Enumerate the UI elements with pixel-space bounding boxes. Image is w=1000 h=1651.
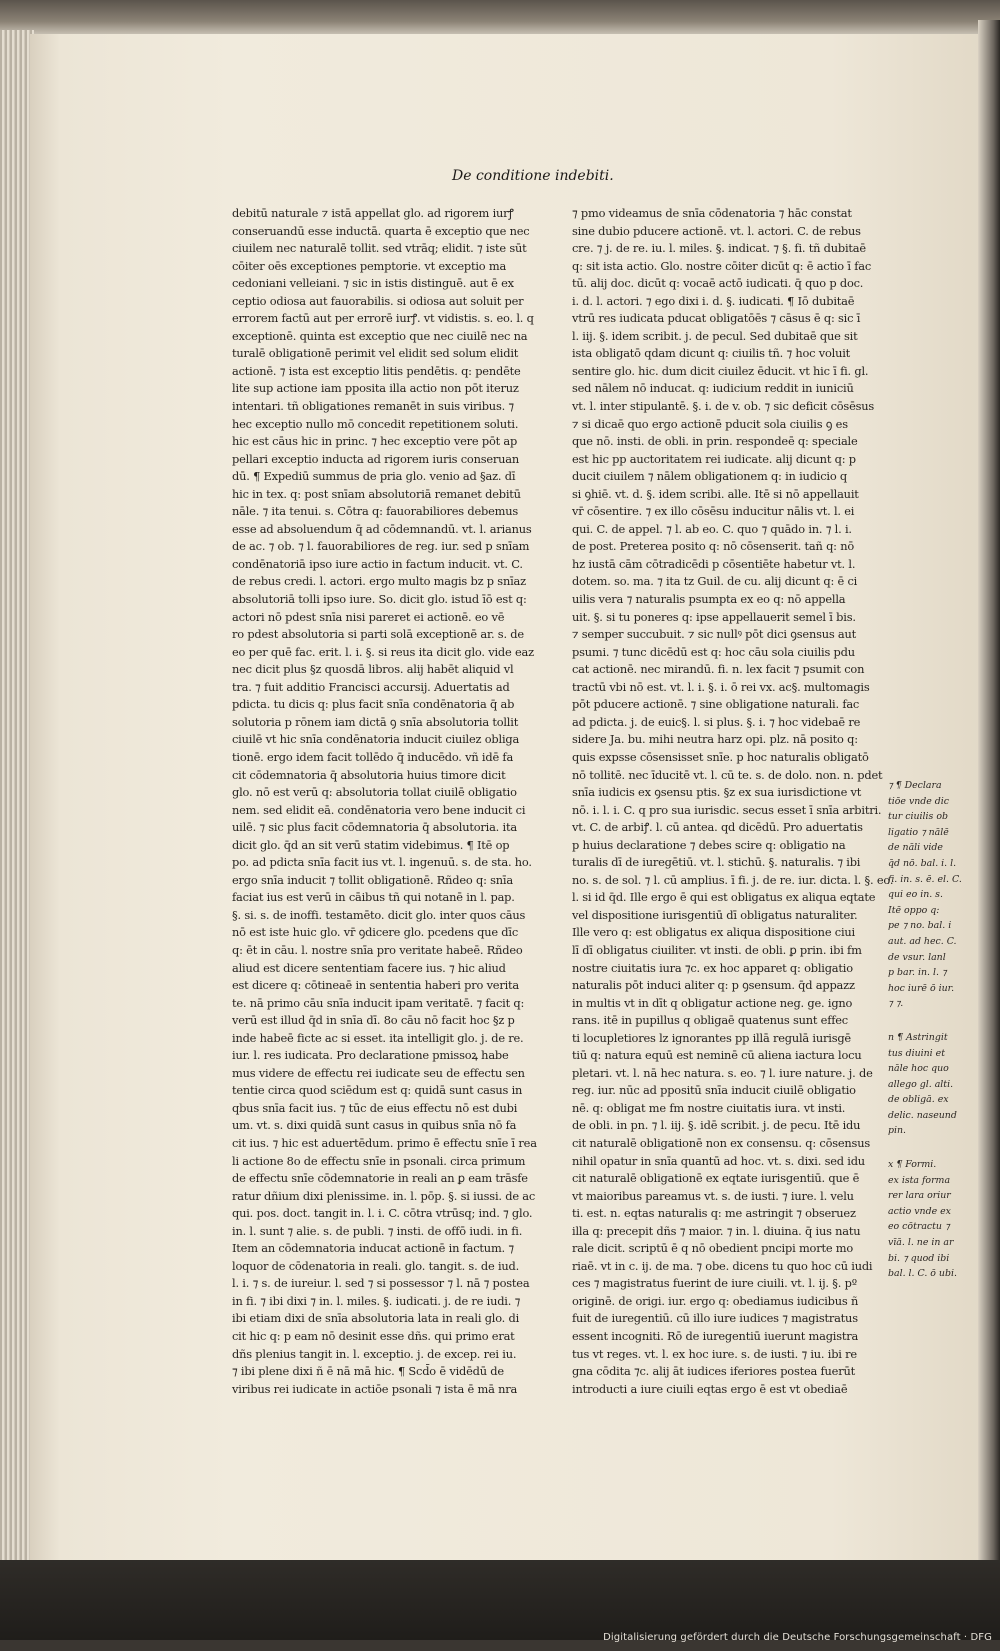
text-line: pdicta. tu dicis q: plus facit snīa condēnatoria q̄ ab <box>232 697 515 712</box>
text-line: psumi. ⁊ tunc dicēdū est q: hoc cāu sola ciuilis pdu <box>572 644 855 659</box>
text-line: uilē. ⁊ sic plus facit cōdemnatoria q̄ absolutoria. ita <box>232 820 517 835</box>
text-line: gna cōdita ⁊c. alij āt iudices iferiores postea fuerūt <box>572 1364 855 1379</box>
note-gap <box>888 1139 950 1157</box>
text-line: viribus rei iudicate in actiōe psonali ⁊ ista ē mā nra <box>232 1381 518 1396</box>
text-line: tiū q: natura equū est neminē cū aliena iactura locu <box>572 1048 862 1063</box>
text-line: naturalis pōt induci aliter q: p ꝯsensum. q̄d appazz <box>572 978 855 993</box>
marginal-note-line: pin. <box>888 1125 907 1137</box>
text-line: ro pdest absolutoria si parti solā exceptionē ar. s. de <box>232 627 524 642</box>
text-line: ⁊ si dicaē quo ergo actionē pducit sola ciuilis ꝯ es <box>572 416 848 431</box>
text-line: q: sit ista actio. Glo. nostre cōiter dicūt q: ē actio ī fac <box>572 258 872 273</box>
text-line: cedoniani velleiani. ⁊ sic in istis distinguē. aut ē ex <box>232 276 514 291</box>
text-line: l. iij. §. idem scribit. j. de pecul. Sed dubitaē que sit <box>572 328 858 343</box>
scan-background-bottom <box>0 1560 1000 1640</box>
text-line: tentie circa quod sciēdum est q: quidā sunt casus in <box>232 1083 523 1098</box>
text-line: ducit ciuilem ⁊ nālem obligationem q: in iudicio q <box>572 469 848 484</box>
marginal-note-line: de obligā. ex <box>888 1094 949 1106</box>
text-line: que nō. insti. de obli. in prin. respondeē q: speciale <box>572 434 858 449</box>
text-line: dicit glo. q̄d an sit verū statim videbimus. ¶ Itē op <box>232 837 510 852</box>
text-line: iur. l. res iudicata. Pro declaratione pmissoꝝ habe <box>232 1048 509 1063</box>
text-line: conseruandū esse inductā. quarta ē exceptio que nec <box>232 223 530 238</box>
text-line: uit. §. si tu poneres q: ipse appellauerit semel ī bis. <box>572 609 856 624</box>
text-line: pellari exceptio inducta ad rigorem iuris conseruan <box>232 451 520 466</box>
text-line: absolutoriā tolli ipso iure. So. dicit glo. istud īō est q: <box>232 592 527 607</box>
marginal-note-line: ligatio ⁊ nālē <box>888 826 949 838</box>
text-line: reg. iur. nūc ad ppositū snīa inducit ciuilē obligatio <box>572 1083 856 1098</box>
text-line: loquor de cōdenatoria in reali. glo. tangit. s. de iud. <box>232 1258 520 1273</box>
text-line: in fi. ⁊ ibi dixi ⁊ in. l. miles. §. iudicati. j. de re iudi. ⁊ <box>232 1293 521 1308</box>
text-line: hic in tex. q: post snīam absolutoriā remanet debitū <box>232 486 521 501</box>
text-line: cit naturalē obligationē non ex consensu. q: cōsensus <box>572 1135 870 1150</box>
text-line: cit naturalē obligationē ex eqtate iurisgentiū. que ē <box>572 1171 860 1186</box>
marginal-note-line: tiōe vnde dic <box>888 795 950 807</box>
text-line: in. l. sunt ⁊ alie. s. de publi. ⁊ insti. de offō iudi. in fi. <box>232 1223 523 1238</box>
marginal-note-line: qui eo in. s. <box>888 889 943 901</box>
text-line: Item an cōdemnatoria inducat actionē in factum. ⁊ <box>232 1241 514 1256</box>
text-line: ⁊ ibi plene dixi ñ ē nā mā hic. ¶ Scd̄o ē vidēdū de <box>232 1364 504 1379</box>
text-line: vt maioribus pareamus vt. s. de iusti. ⁊ iure. l. velu <box>572 1188 854 1203</box>
text-column-left <box>232 205 537 1398</box>
text-line: condēnatoriā ipso iure actio in factum inducit. vt. C. <box>232 556 523 571</box>
text-line: vr̄ cōsentire. ⁊ ex illo cōsēsu inducitur nālis vt. l. ei <box>572 504 855 519</box>
text-line: §. si. s. de inoffi. testamēto. dicit glo. inter quos cāus <box>232 907 526 922</box>
text-line: cit ius. ⁊ hic est aduertēdum. primo ē effectu snīe ī rea <box>232 1135 537 1150</box>
text-line: Ille vero q: est obligatus ex aliqua dispositione ciui <box>572 925 855 940</box>
text-line: pōt pducere actionē. ⁊ sine obligatione naturali. fac <box>572 697 860 712</box>
text-line: cōiter oēs exceptiones pemptorie. vt exceptio ma <box>232 258 507 273</box>
text-line: vt. l. inter stipulantē. §. i. de v. ob. ⁊ sic deficit cōsēsus <box>572 399 875 414</box>
text-line: um. vt. s. dixi quidā sunt casus in quibus snīa nō fa <box>232 1118 517 1133</box>
marginal-note-line: de vsur. lanl <box>888 951 946 963</box>
text-line: tus vt reges. vt. l. ex hoc iure. s. de iusti. ⁊ iu. ibi re <box>572 1346 857 1361</box>
text-line: lite sup actione iam pposita illa actio non pōt iteruz <box>232 381 519 396</box>
text-column-right <box>572 205 894 1398</box>
running-head: De conditione indebiti. <box>452 168 614 184</box>
text-line: nō. i. l. i. C. q pro sua iurisdic. secus esset ī snīa arbitri. <box>572 802 882 817</box>
text-line: mus videre de effectu rei iudicate seu de effectu sen <box>232 1065 525 1080</box>
text-line: dotem. so. ma. ⁊ ita tz Guil. de cu. alij dicunt q: ē ci <box>572 574 858 589</box>
text-line: te. nā primo cāu snīa inducit ipam veritatē. ⁊ facit q: <box>232 995 525 1010</box>
text-line: q: ēt in cāu. l. nostre snīa pro veritate habeē. Rñdeo <box>232 942 523 957</box>
text-line: turalis dī de iuregētiū. vt. l. stichū. §. naturalis. ⁊ ibi <box>572 855 861 870</box>
marginal-note-line: bi. ⁊ quod ibi <box>888 1252 950 1264</box>
text-line: sidere Ja. bu. mihi neutra harz opi. plz. nā posito q: <box>572 732 858 747</box>
text-line: nec dicit plus §z quosdā libros. alij habēt aliquid vl <box>232 662 514 677</box>
text-line: qui. C. de appel. ⁊ l. ab eo. C. quo ⁊ quādo in. ⁊ l. i. <box>572 521 852 536</box>
text-line: ista obligatō qdam dicunt q: ciuilis tñ. ⁊ hoc voluit <box>572 346 851 361</box>
text-line: cit cōdemnatoria q̄ absolutoria huius timore dicit <box>232 767 506 782</box>
marginal-note-line: actio vnde ex <box>888 1205 951 1217</box>
text-line: aliud est dicere sententiam facere ius. ⁊ hic aliud <box>232 960 506 975</box>
text-line: originē. de origi. iur. ergo q: obediamus iudicibus ñ <box>572 1293 859 1308</box>
marginal-note-line: n ¶ Astringit <box>888 1031 948 1043</box>
text-line: sentire glo. hic. dum dicit ciuilez ēducit. vt hic ī fi. gl. <box>572 363 869 378</box>
text-line: debitū naturale ⁊ istā appellat glo. ad rigorem iurꝭ <box>232 206 514 220</box>
text-line: de effectu snīe cōdemnatorie in reali an ꝑ eam trāsfe <box>232 1171 528 1186</box>
text-line: de obli. in pn. ⁊ l. iij. §. idē scribit. j. de pecu. Itē idu <box>572 1118 861 1133</box>
text-line: nostre ciuitatis iura ⁊c. ex hoc apparet q: obligatio <box>572 960 853 975</box>
text-line: vel dispositione iurisgentiū dī obligatus naturaliter. <box>572 907 858 922</box>
text-line: rans. itē in pupillus q obligaē quatenus sunt effec <box>572 1013 848 1028</box>
text-line: solutoria p rōnem iam dictā ꝯ snīa absolutoria tollit <box>232 714 519 729</box>
text-line: intentari. tñ obligationes remanēt in suis viribus. ⁊ <box>232 399 514 414</box>
text-line: de rebus credi. l. actori. ergo multo magis bz p snīaz <box>232 574 526 589</box>
text-line: qui. pos. doct. tangit in. l. i. C. cōtra vtrūsq; ind. ⁊ glo. <box>232 1206 533 1221</box>
text-line: cat actionē. nec mirandū. fi. n. lex facit ⁊ psumit con <box>572 662 865 677</box>
text-line: p huius declaratione ⁊ debes scire q: obligatio na <box>572 837 846 852</box>
text-line: ibi etiam dixi de snīa absolutoria lata in reali glo. di <box>232 1311 520 1326</box>
text-line: exceptionē. quinta est exceptio que nec ciuilē nec na <box>232 328 528 343</box>
text-line: qbus snīa facit ius. ⁊ tūc de eius effectu nō est dubi <box>232 1100 518 1115</box>
text-line: in multis vt in dīt q obligatur actione neg. ge. igno <box>572 995 853 1010</box>
text-line: ces ⁊ magistratus fuerint de iure ciuili. vt. l. ij. §. pº <box>572 1276 857 1291</box>
text-line: turalē obligationē perimit vel elidit sed solum elidit <box>232 346 519 361</box>
marginal-note-line: de nāli vide <box>888 842 943 854</box>
text-line: ⁊ pmo videamus de snīa cōdenatoria ⁊ hāc constat <box>572 206 852 220</box>
text-line: actionē. ⁊ ista est exceptio litis pendētis. q: pendēte <box>232 363 521 378</box>
text-line: est hic pp auctoritatem rei iudicate. alij dicunt q: p <box>572 451 856 466</box>
text-line: inde habeē ficte ac si esset. ita intelligit glo. j. de re. <box>232 1030 524 1045</box>
text-line: ciuilem nec naturalē tollit. sed vtrāq; elidit. ⁊ iste sūt <box>232 241 527 256</box>
marginal-note-line: eo cōtractu ⁊ <box>888 1221 950 1233</box>
text-line: nihil opatur in snīa quantū ad hoc. vt. s. dixi. sed idu <box>572 1153 865 1168</box>
text-line: snīa iudicis ex ꝯsensu ptis. §z ex sua iurisdictione vt <box>572 785 862 800</box>
text-line: tū. alij doc. dicūt q: vocaē actō iudicati. q̄ quo p doc. <box>572 276 864 291</box>
text-line: tractū vbi nō est. vt. l. i. §. i. ō rei vx. ac§. multomagis <box>572 679 870 694</box>
text-line: hec exceptio nullo mō concedit repetitionem soluti. <box>232 416 519 431</box>
marginal-note-line: pe ⁊ no. bal. i <box>888 920 952 932</box>
text-line: cit hic q: p eam nō desinit esse dñs. qui primo erat <box>232 1329 515 1343</box>
text-line: dñs plenius tangit in. l. exceptio. j. de excep. rei iu. <box>232 1346 517 1361</box>
text-line: tra. ⁊ fuit additio Francisci accursij. Aduertatis ad <box>232 679 510 694</box>
text-line: dū. ¶ Expediū summus de pria glo. venio ad §az. dī <box>232 469 516 484</box>
text-line: nō est iste huic glo. vr̄ ꝯdicere glo. pcedens que dīc <box>232 925 519 940</box>
text-line: l. i. ⁊ s. de iureiur. l. sed ⁊ si possessor ⁊ l. nā ⁊ postea <box>232 1276 530 1291</box>
marginal-note-line: p bar. in. l. ⁊ <box>888 967 947 979</box>
marginal-note-line: fi. in. s. ē. el. C. <box>888 873 962 885</box>
text-line: cre. ⁊ j. de re. iu. l. miles. §. indicat. ⁊ §. fi. tñ dubitaē <box>572 241 866 256</box>
text-line: esse ad absoluendum q̄ ad cōdemnandū. vt. l. arianus <box>232 521 532 536</box>
text-line: verū est illud q̄d in snīa dī. 8o cāu nō facit hoc §z p <box>232 1013 515 1028</box>
marginal-note-line: q̄d nō. bal. i. l. <box>888 857 957 869</box>
marginal-note-line: x ¶ Formi. <box>888 1159 937 1171</box>
marginal-note-line: aut. ad hec. C. <box>888 935 957 947</box>
marginal-note-line: hoc iurē ō iur. <box>888 982 955 994</box>
marginal-note-line: ⁊ ¶ Declara <box>888 780 942 791</box>
text-line: actori nō pdest snīa nisi pareret ei actionē. eo vē <box>232 609 505 624</box>
text-line: vtrū res iudicata pducat obligatōēs ⁊ cāsus ē q: sic ī <box>572 311 861 326</box>
text-line: li actione 8o de effectu snīe in psonali. circa primum <box>232 1153 526 1168</box>
text-line: vt. C. de arbiꝭ. l. cū antea. qd dicēdū. Pro aduertatis <box>572 820 863 835</box>
text-line: de post. Preterea posito q: nō cōsenserit. tañ q: nō <box>572 539 855 554</box>
text-line: nem. sed elidit eā. condēnatoria vero bene inducit ci <box>232 802 526 817</box>
text-line: ad pdicta. j. de euic§. l. si plus. §. i. ⁊ hoc videbaē re <box>572 714 861 729</box>
text-line: ergo snīa inducit ⁊ tollit obligationē. Rñdeo q: snīa <box>232 872 513 887</box>
marginal-note-line: tus diuini et <box>888 1047 945 1059</box>
text-line: riaē. vt in c. ij. de ma. ⁊ obe. dicens tu quo hoc cū iudi <box>572 1258 873 1273</box>
text-line: eo per quē fac. erit. l. i. §. si reus ita dicit glo. vide eaz <box>232 644 534 659</box>
text-line: errorem factū aut per errorē iurꝭ. vt vidistis. s. eo. l. q <box>232 311 534 326</box>
text-line: ti. est. n. eqtas naturalis q: me astringit ⁊ obseruez <box>572 1206 856 1221</box>
text-line: nē. q: obligat me fm nostre ciuitatis iura. vt insti. <box>572 1100 846 1115</box>
text-line: uilis vera ⁊ naturalis psumpta ex eo q: nō appella <box>572 592 846 607</box>
text-line: ti locupletiores lz ignorantes pp illā regulā iurisgē <box>572 1030 851 1045</box>
marginal-note-line: delic. naseund <box>888 1109 957 1121</box>
text-line: nāle. ⁊ ita tenui. s. Cōtra q: fauorabiliores debemus <box>232 504 519 519</box>
text-line: fuit de iuregentiū. cū illo iure iudices ⁊ magistratus <box>572 1311 858 1326</box>
scan-background-top <box>0 0 1000 36</box>
text-line: nō tollitē. nec īducitē vt. l. cū te. s. de dolo. non. n. pdet <box>572 767 883 782</box>
text-line: introducti a iure ciuili eqtas ergo ē est vt obediaē <box>572 1381 848 1396</box>
text-line: l. si id q̄d. Ille ergo ē qui est obligatus ex aliqua eqtate <box>572 890 876 905</box>
marginal-note-line: allego gl. alti. <box>888 1078 954 1090</box>
text-line: hz iustā cām cōtradicēdi p cōsentiēte habetur vt. l. <box>572 556 856 571</box>
marginal-note <box>888 1157 957 1282</box>
text-line: glo. nō est verū q: absolutoria tollat ciuilē obligatio <box>232 785 517 800</box>
marginal-note-line: ⁊ ⁊. <box>888 998 904 1010</box>
book-edge-right <box>978 20 1000 1580</box>
text-line: est dicere q: cōtineaē in sententia haberi pro verita <box>232 978 520 993</box>
text-line: pletari. vt. l. nā hec natura. s. eo. ⁊ l. iure nature. j. de <box>572 1065 873 1080</box>
text-line: ciuilē vt hic snīa condēnatoria inducit ciuilez obliga <box>232 732 520 747</box>
marginal-note-line: nāle hoc quo <box>888 1063 949 1075</box>
marginal-note <box>888 1030 957 1139</box>
text-line: illa q: precepit dñs ⁊ maior. ⁊ in. l. diuina. q̄ ius natu <box>572 1223 861 1238</box>
text-line: essent incogniti. Rō de iuregentiū iuerunt magistra <box>572 1329 859 1343</box>
text-line: de ac. ⁊ ob. ⁊ l. fauorabiliores de reg. iur. sed p snīam <box>232 539 530 554</box>
text-line: rale dicit. scriptū ē q nō obedient pncipi morte mo <box>572 1241 854 1256</box>
marginal-note-line: ex ista forma <box>888 1174 951 1186</box>
note-gap <box>888 1012 950 1030</box>
text-line: i. d. l. actori. ⁊ ego dixi i. d. §. iudicati. ¶ Iō dubitaē <box>572 293 855 308</box>
text-line: ⁊ semper succubuit. ⁊ sic nullꝰ pōt dici ꝯsensus aut <box>572 627 857 642</box>
text-line: tionē. ergo idem facit tollēdo q̄ inducēdo. vñ idē fa <box>232 749 514 764</box>
text-line: ceptio odiosa aut fauorabilis. si odiosa aut soluit per <box>232 293 524 308</box>
marginal-note <box>888 778 962 1012</box>
marginal-note-line: tur ciuilis ob <box>888 811 948 823</box>
marginal-note-line: vīā. l. ne in ar <box>888 1237 954 1249</box>
text-line: hic est cāus hic in princ. ⁊ hec exceptio vere pōt ap <box>232 434 518 449</box>
text-line: sed nālem nō inducat. q: iudicium reddit in iuniciū <box>572 381 854 396</box>
text-line: lī dī obligatus ciuiliter. vt insti. de obli. ꝑ prin. ibi fm <box>572 942 862 957</box>
text-line: no. s. de sol. ⁊ l. cū amplius. ī fi. j. de re. iur. dicta. l. §. eo. <box>572 872 894 887</box>
text-line: ratur dñium dixi plenissime. in. l. pōp. §. si iussi. de ac <box>232 1188 536 1203</box>
marginal-note-line: rer lara oriur <box>888 1190 951 1202</box>
text-line: quis expsse cōsensisset snīe. p hoc naturalis obligatō <box>572 749 869 764</box>
text-line: sine dubio pducere actionē. vt. l. actori. C. de rebus <box>572 223 861 238</box>
digitization-credit: Digitalisierung gefördert durch die Deutsche Forschungsgemeinschaft · DFG <box>603 1632 992 1643</box>
marginal-note-line: Itē oppo q: <box>888 904 940 916</box>
text-line: si ꝯhiē. vt. d. §. idem scribi. alle. Itē si nō appellauit <box>572 486 859 501</box>
marginal-note-line: bal. l. C. ō ubi. <box>888 1268 957 1280</box>
book-fore-edge-left <box>0 30 34 1570</box>
text-line: po. ad pdicta snīa facit ius vt. l. ingenuū. s. de sta. ho. <box>232 855 532 870</box>
marginal-notes <box>888 778 962 1282</box>
text-line: faciat ius est verū in cāibus tñ qui notanē in l. pap. <box>232 890 515 905</box>
